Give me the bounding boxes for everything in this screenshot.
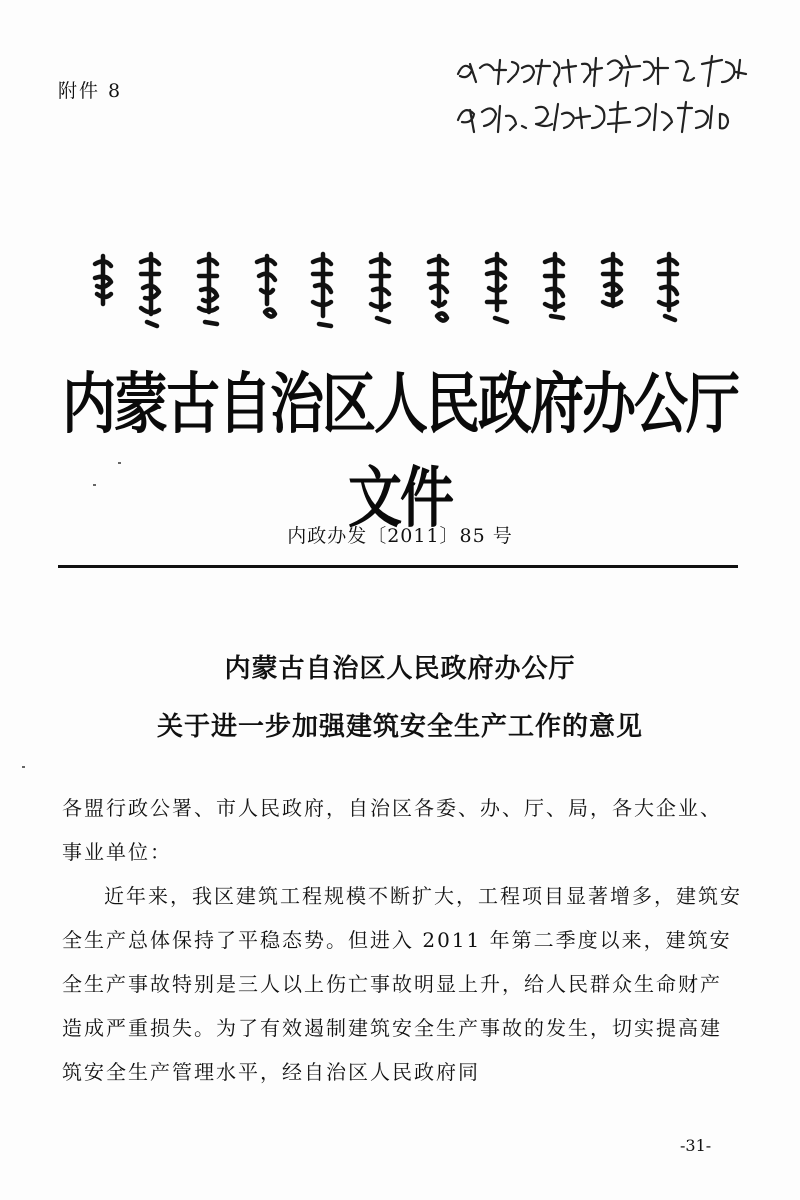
scan-speck [118,462,121,464]
document-masthead: 内蒙古自治区人民政府办公厅文件 [62,365,738,537]
header-divider [58,565,738,568]
scan-speck [22,766,25,768]
page-number: -31- [680,1136,712,1155]
mongolian-header-script [85,250,685,335]
document-number: 内政办发〔2011〕85 号 [287,525,513,547]
handwritten-annotation [450,42,760,142]
document-title-line-2: 关于进一步加强建筑安全生产工作的意见 [156,712,643,742]
scan-speck [93,484,96,486]
salutation-paragraph: 各盟行政公署、市人民政府，自治区各委、办、厅、局，各大企业、事业单位： [62,796,722,864]
attachment-label: 附件 8 [58,80,123,102]
document-title-line-1: 内蒙古自治区人民政府办公厅 [224,654,576,684]
body-paragraph: 近年来，我区建筑工程规模不断扩大，工程项目显著增多，建筑安全生产总体保持了平稳态势。但进入 2011 年第二季度以来，建筑安全生产事故特别是三人以上伤亡事故明显上升，给人民群众生命财产造成严重损失。为了有效遏制建筑安全生产事故的发生，切实提高建筑安全生产管理水平，经自治区人民政府同 [62,884,742,1084]
